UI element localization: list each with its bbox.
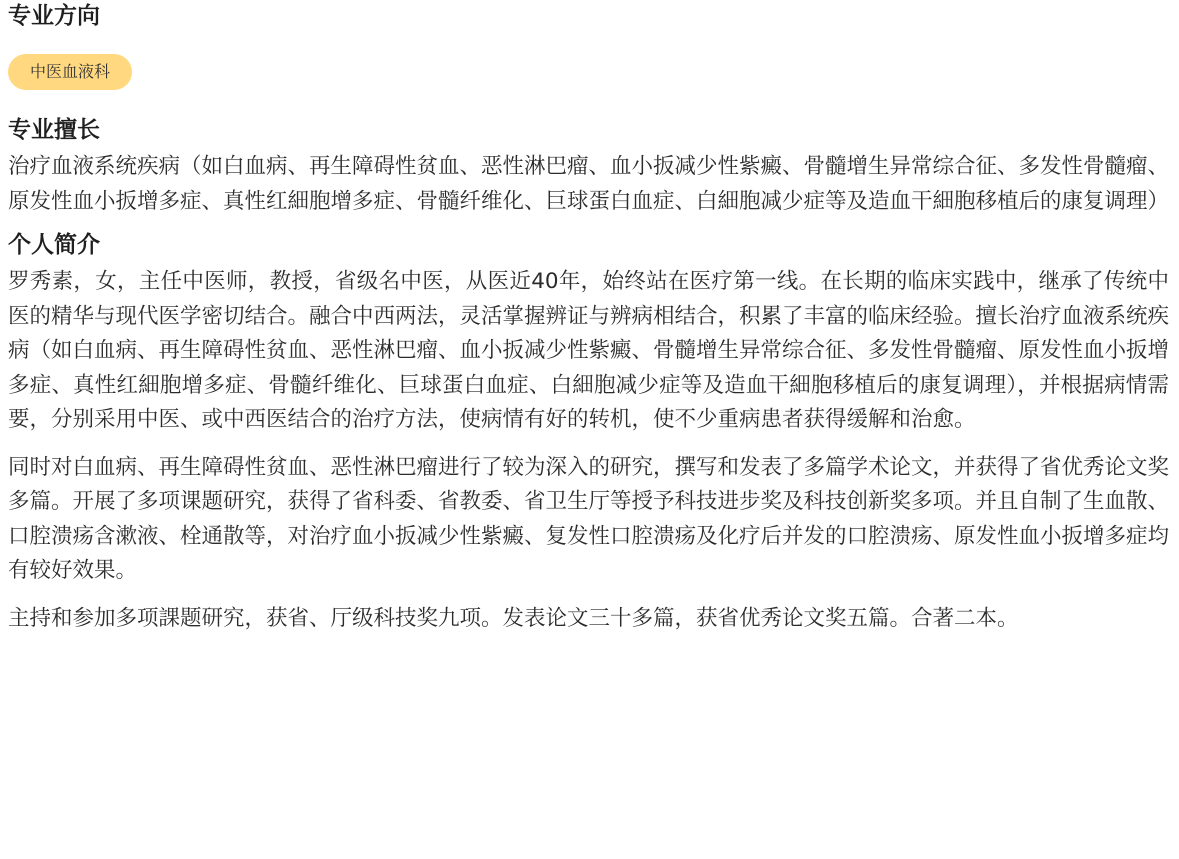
specialty-title: 专业擅长 <box>8 117 100 143</box>
department-tag[interactable]: 中医血液科 <box>8 54 132 90</box>
direction-tag-list <box>8 54 1169 90</box>
specialty-text: 治疗血液系统疾病（如白血病、再生障碍性贫血、恶性淋巴瘤、血小扳减少性紫癜、骨髓增生异常综合征、多发性骨髓瘤、原发性血小扳增多症、真性红細胞增多症、骨髓纤维化、巨球蛋白血症、白細胞减少症等及造血干細胞移植后的康复调理） <box>8 154 1170 214</box>
intro-paragraph: 同时对白血病、再生障碍性贫血、恶性淋巴瘤进行了较为深入的研究，撰写和发表了多篇学术论文，并获得了省优秀论文奖多篇。开展了多项课题研究，获得了省科委、省教委、省卫生厅等授予科技进步奖及科技创新奖多项。并且自制了生血散、口腔溃疡含漱液、栓通散等，对治疗血小扳减少性紫癜、复发性口腔溃疡及化疗后并发的口腔溃疡、原发性血小扳增多症均有较好效果。 <box>8 454 1170 583</box>
direction-title: 专业方向 <box>8 3 100 29</box>
intro-title: 个人简介 <box>8 232 100 258</box>
intro-paragraph: 主持和参加多项課题研究，获省、厅级科技奖九项。发表论文三十多篇，获省优秀论文奖五篇。合著二本。 <box>8 605 1019 631</box>
intro-paragraph: 罗秀素，女，主任中医师，教授，省级名中医，从医近40年，始终站在医疗第一线。在长期的临床实践中，继承了传统中医的精华与现代医学密切结合。融合中西两法，灵活掌握辨证与辨病相结合，积累了丰富的临床经验。擅长治疗血液系统疾病（如白血病、再生障碍性贫血、恶性淋巴瘤、血小扳减少性紫癜、骨髓增生异常综合征、多发性骨髓瘤、原发性血小扳增多症、真性红細胞增多症、骨髓纤维化、巨球蛋白血症、白細胞减少症等及造血干細胞移植后的康复调理），并根据病情需要，分别采用中医、或中西医结合的治疗方法，使病情有好的转机，使不少重病患者获得缓解和治愈。 <box>8 269 1170 432</box>
